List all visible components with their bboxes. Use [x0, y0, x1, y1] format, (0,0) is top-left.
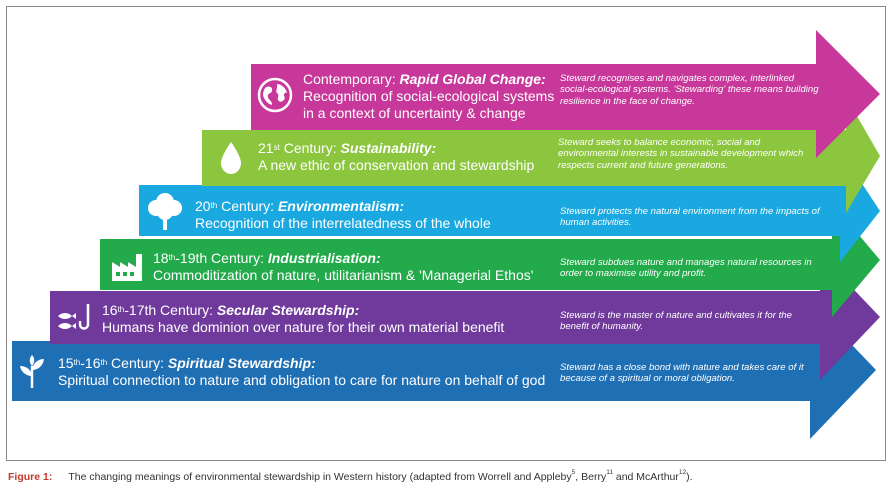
band-title: 21st Century: Sustainability:	[258, 140, 437, 156]
steward-description-18th-19th: Steward subdues nature and manages natural resources in order to maximise utility and profit.	[560, 257, 812, 280]
band-description-line: Recognition of the interrelatedness of the whole	[195, 215, 491, 231]
fish-hook-icon	[54, 302, 98, 341]
band-text-16th-17th	[102, 302, 504, 336]
band-title: 20th Century: Environmentalism:	[195, 198, 404, 214]
water-drop-icon	[218, 140, 244, 181]
band-description-line: Spiritual connection to nature and obligation to care for nature on behalf of god	[58, 372, 546, 388]
band-text-15th-16th	[58, 355, 545, 389]
band-text-21st	[258, 140, 534, 174]
band-text-contemporary	[303, 71, 554, 122]
figure-caption: Figure 1: The changing meanings of environmental stewardship in Western history (adapted from Worrell and Appleby$^5$, Berry$^{11}$ and McArthur$^{12}$).	[8, 469, 693, 483]
factory-icon	[110, 252, 146, 287]
band-text-20th	[195, 198, 491, 232]
band-description-line: Recognition of social-ecological systems	[303, 88, 555, 104]
band-description-line: in a context of uncertainty & change	[303, 105, 526, 121]
band-title: 15th-16th Century: Spiritual Stewardship:	[58, 355, 316, 371]
band-text-18th-19th	[153, 250, 533, 284]
tree-icon	[145, 190, 185, 237]
band-title: Contemporary: Rapid Global Change:	[303, 71, 546, 87]
band-description-line: Commoditization of nature, utilitarianism & 'Managerial Ethos'	[153, 267, 534, 283]
band-title: 16th-17th Century: Secular Stewardship:	[102, 302, 360, 318]
steward-description-contemporary: Steward recognises and navigates complex, interlinked social-ecological systems. 'Stewarding' these means building resilience in the face of change.	[560, 73, 819, 107]
steward-description-16th-17th: Steward is the master of nature and cultivates it for the benefit of humanity.	[560, 310, 792, 333]
steward-description-20th: Steward protects the natural environment from the impacts of human activities.	[560, 206, 820, 229]
band-description-line: A new ethic of conservation and stewardship	[258, 157, 535, 173]
band-title: 18th-19th Century: Industrialisation:	[153, 250, 381, 266]
globe-icon	[256, 76, 294, 119]
steward-description-21st: Steward seeks to balance economic, social and environmental interests in sustainable development which respects current and future generations.	[558, 137, 804, 171]
figure-label: Figure 1:	[8, 471, 53, 483]
band-description-line: Humans have dominion over nature for their own material benefit	[102, 319, 505, 335]
seedling-icon	[16, 354, 48, 395]
steward-description-15th-16th: Steward has a close bond with nature and takes care of it because of a spiritual or moral obligation.	[560, 362, 804, 385]
